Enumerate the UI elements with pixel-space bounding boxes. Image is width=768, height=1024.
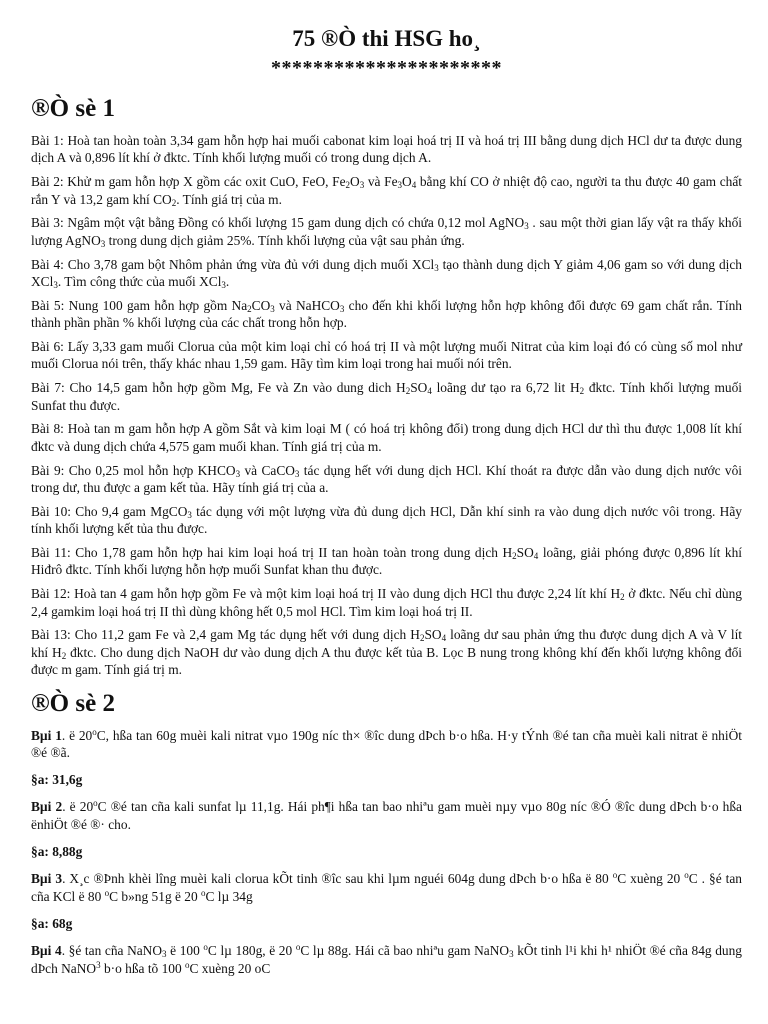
problem-11: Bài 11: Cho 1,78 gam hỗn hợp hai kim loại hoá trị II tan hoàn toàn trong dung dịch $H_2SO_4$ loãng, giải phóng được 0,896 lít khí Hiđrô đktc. Tính khối lượng hỗn hợp muối Sunfat khan thu được. — [31, 545, 742, 578]
problem-label: Bµi 1 — [31, 727, 62, 743]
problem-4: Bài 4: Cho 3,78 gam bột Nhôm phản ứng vừa đủ với dung dịch muối XCl$_3$ tạo thành dung dịch Y giảm 4,06 gam so với dung dịch XCl$_3$. Tìm công thức của muối XCl$_3$. — [31, 256, 742, 291]
problem-label: Bài 6: — [31, 339, 64, 355]
problem-5: Bài 5: Nung 100 gam hỗn hợp gồm $Na_2CO_3$ và NaHCO$_3$ cho đến khi khối lượng hỗn hợp không đổi được 69 gam chất rắn. Tính thành phần phần % khối lượng của các chất trong hỗn hợp. — [31, 297, 742, 331]
problem-label: Bài 13: — [31, 627, 71, 643]
problem-label: Bài 8: — [31, 421, 64, 437]
problem-10: Bài 10: Cho 9,4 gam MgCO$_3$ tác dụng với một lượng vừa đủ dung dịch HCl, Dẫn khí sinh ra vào dung dịch nước vôi trong. Hãy tính khối lượng kết tủa thu được. — [31, 503, 742, 537]
problem-label: Bài 11: — [31, 545, 71, 561]
problem-label: Bài 9: — [31, 462, 65, 478]
problem-13: Bài 13: Cho 11,2 gam Fe và 2,4 gam Mg tác dụng hết với dung dịch $H_2SO_4$ loãng dư sau phản ứng thu được dung dịch A và V lít khí $H_2$ đktc. Cho dung dịch NaOH dư vào dung dịch A thu được kết tủa B. Lọc B nung trong không khí đến khối lượng không đổi được m gam. Tính giá trị m. — [31, 627, 743, 678]
section-1-problems — [31, 132, 742, 679]
problem-label: Bài 1: — [31, 133, 64, 148]
problem-label: Bài 10: — [31, 503, 71, 519]
answer-2: §a: 8,88g — [31, 844, 83, 860]
problem-label: Bài 5: — [31, 297, 65, 313]
problem-7: Bài 7: Cho 14,5 gam hỗn hợp gồm Mg, Fe và Zn vào dung dich $H_2SO_4$ loãng dư tạo ra 6,72 lit $H_2$ đktc. Tính khối lượng muối Sunfat thu được. — [31, 380, 742, 413]
exercise-1: Bµi 1. ë 20$^o$C, hßa tan 60g muèi kali nitrat vµo 190g níc th× ®îc dung dÞch b·o hßa. H·y tÝnh ®é tan cña muèi kali nitrat ë nhiÖt ®é ®ã. — [31, 726, 742, 761]
title-separator: ********************** — [271, 57, 502, 79]
section-2-heading: ®Ò sè 2 — [31, 689, 115, 717]
problem-label: Bài 4: — [31, 256, 64, 272]
answer-1: §a: 31,6g — [31, 772, 83, 788]
problem-label: Bµi 3 — [31, 871, 63, 887]
problem-8: Bài 8: Hoà tan m gam hỗn hợp A gồm Sắt và kim loại M ( có hoá trị không đổi) trong dung dịch HCl dư thì thu được 1,008 lít khí đktc và dung dịch chứa 4,575 gam muối khan. Tính giá trị của m. — [31, 421, 743, 454]
document-title: 75 ®Ò thi HSG ho¸ — [292, 26, 481, 51]
problem-label: Bµi 2 — [31, 799, 63, 815]
problem-label: Bµi 4 — [31, 943, 62, 959]
problem-6: Bài 6: Lấy 3,33 gam muối Clorua của một kim loại chỉ có hoá trị II và một lượng muối Nitrat của kim loại đó có cùng số mol như muối Clorua nói trên, thấy khác nhau 1,59 gam. Hãy tìm kim loại trong hai muối nói trên. — [31, 339, 743, 372]
exercise-4: Bµi 4. §é tan cña NaNO$_3$ ë 100 $^o$C lµ 180g, ë 20 $^o$C lµ 88g. Hái cã bao nhiªu gam NaNO$_3$ kÕt tinh l¹i khi h¹ nhiÖt ®é cña 84g dung dÞch NaNO$^3$ b·o hßa tõ 100 $^o$C xuèng 20 oC — [31, 942, 742, 976]
exercise-3: Bµi 3. X¸c ®Þnh khèi lîng muèi kali clorua kÕt tinh ®îc sau khi lµm nguéi 604g dung dÞch b·o hßa ë 80 $^o$C xuèng 20 $^o$C . §é tan cña KCl ë 80 $^o$C b»ng 51g ë 20 $^o$C lµ 34g — [31, 870, 742, 904]
exercise-2: Bµi 2. ë 20$^o$C ®é tan cña kali sunfat lµ 11,1g. Hái ph¶i hßa tan bao nhiªu gam muèi nµy vµo 80g níc ®Ó ®îc dung dÞch b·o hßa ënhiÖt ®é ®· cho. — [31, 798, 742, 832]
section-2-problems — [31, 727, 742, 977]
problem-label: Bài 7: — [31, 380, 65, 396]
problem-label: Bài 12: — [31, 586, 71, 602]
problem-9: Bài 9: Cho 0,25 mol hỗn hợp $KHCO_3$ và CaCO$_3$ tác dụng hết với dung dịch HCl. Khí thoát ra được dẫn vào dung dịch nước vôi trong dư, thu được a gam kết tủa. Hãy tính giá trị của a. — [31, 462, 743, 496]
problem-label: Bài 2: — [31, 174, 64, 190]
problem-2: Bài 2: Khử m gam hỗn hợp X gồm các oxit CuO, FeO, $Fe_2O_3$ và $Fe_3O_4$ bằng khí CO ở nhiệt độ cao, người ta thu được 40 gam chất rắn Y và 13,2 gam khí $CO_2$. Tính giá trị của m. — [31, 174, 742, 208]
answer-3: §a: 68g — [31, 916, 73, 932]
problem-label: Bài 3: — [31, 215, 64, 231]
problem-12: Bài 12: Hoà tan 4 gam hỗn hợp gồm Fe và một kim loại hoá trị II vào dung dịch HCl thu được 2,24 lít khí $H_2$ ở đktc. Nếu chỉ dùng 2,4 gamkim loại hoá trị II thì dùng không hết 0,5 mol HCl. Tìm kim loại hoá trị II. — [31, 586, 742, 619]
section-1-heading: ®Ò sè 1 — [31, 95, 115, 122]
problem-1: Bài 1: Hoà tan hoàn toàn 3,34 gam hỗn hợp hai muối cabonat kim loại hoá trị II và hoá trị III bằng dung dịch HCl dư ta được dung dịch A và 0,896 lít khí ở đktc. Tính khối lượng muối có trong dung dịch A. — [31, 133, 742, 166]
problem-3: Bài 3: Ngâm một vật bằng Đồng có khối lượng 15 gam dung dịch có chứa 0,12 mol AgNO$_3$ . sau một thời gian lấy vật ra thấy khối lượng AgNO$_3$ trong dung dịch giảm 25%. Tính khối lượng của vật sau phản ứng. — [31, 215, 743, 249]
